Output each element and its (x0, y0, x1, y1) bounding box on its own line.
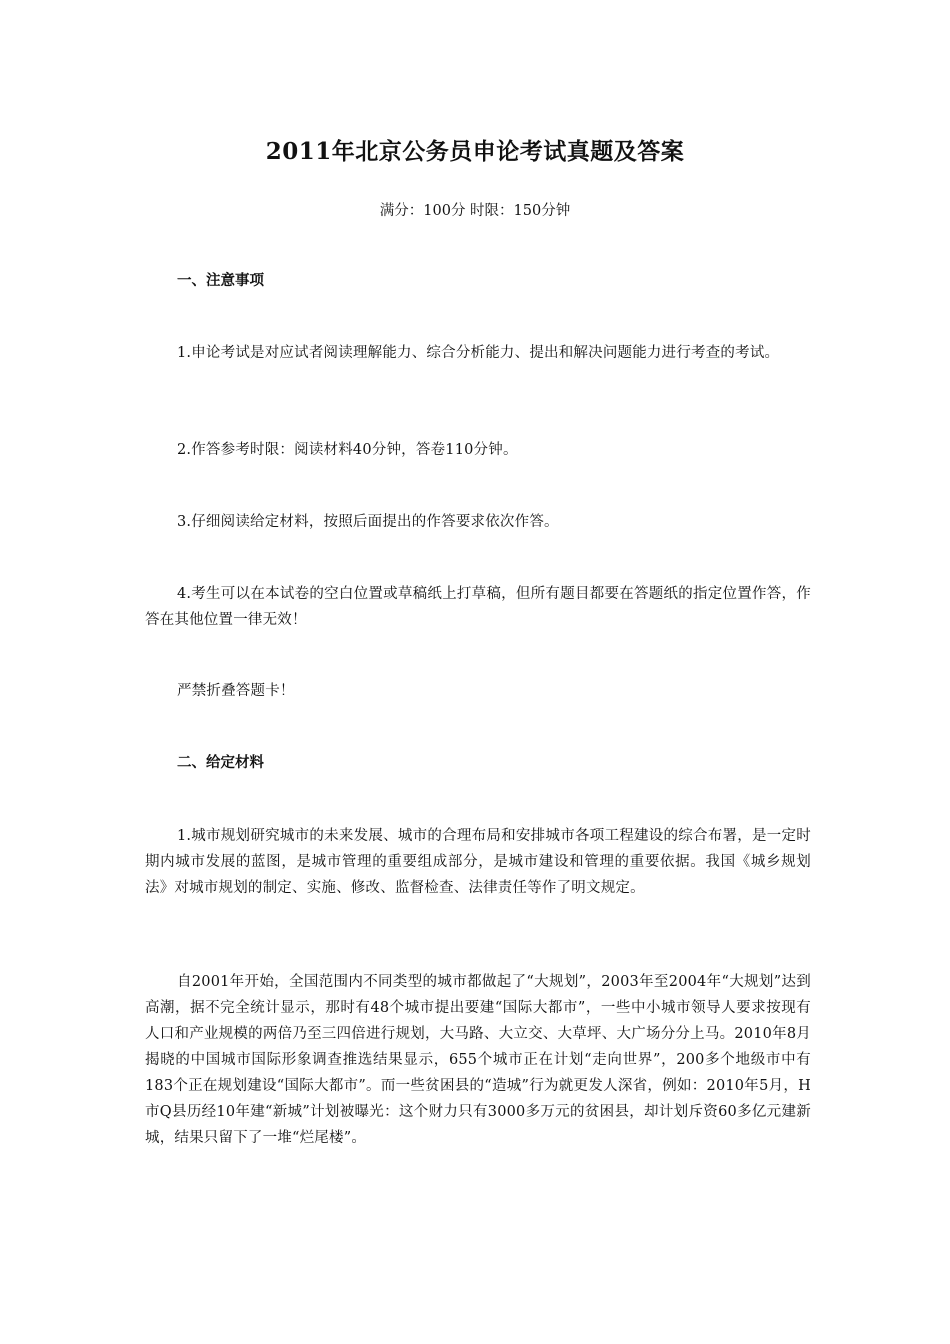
note-item-1: 1.申论考试是对应试者阅读理解能力、综合分析能力、提出和解决问题能力进行考查的考试。 (177, 345, 780, 361)
material-paragraph-1: 1.城市规划研究城市的未来发展、城市的合理布局和安排城市各项工程建设的综合布署，是一定时期内城市发展的蓝图，是城市管理的重要组成部分，是城市建设和管理的重要依据。我国《城乡规划法》对城市规划的制定、实施、修改、监督检查、法律责任等作了明文规定。 (145, 828, 811, 896)
note-item-2: 2.作答参考时限：阅读材料40分钟，答卷110分钟。 (177, 442, 518, 458)
section-heading-notes: 一、注意事项 (177, 272, 264, 289)
note-warning: 严禁折叠答题卡！ (177, 683, 295, 699)
material-paragraph-2: 自2001年开始，全国范围内不同类型的城市都做起了“大规划”，2003年至2004年“大规划”达到高潮，据不完全统计显示，那时有48个城市提出要建“国际大都市”，一些中小城市领导人要求按现有人口和产业规模的两倍乃至三四倍进行规划，大马路、大立交、大草坪、大广场分分上马。2010年8月揭晓的中国城市国际形象调查推选结果显示，655个城市正在计划“走向世界”，200多个地级市中有183个正在规划建设“国际大都市”。而一些贫困县的“造城”行为就更发人深省，例如：2010年5月，H市Q县历经10年建“新城”计划被曝光：这个财力只有3000多万元的贫困县，却计划斥资60多亿元建新城，结果只留下了一堆“烂尾楼”。 (145, 974, 811, 1146)
exam-meta: 满分：100分 时限：150分钟 (379, 203, 571, 219)
section-heading-materials: 二、给定材料 (177, 754, 264, 771)
document-title: 2011年北京公务员申论考试真题及答案 (265, 138, 685, 165)
note-item-3: 3.仔细阅读给定材料，按照后面提出的作答要求依次作答。 (177, 514, 559, 530)
note-item-4: 4.考生可以在本试卷的空白位置或草稿纸上打草稿，但所有题目都要在答题纸的指定位置作答，作答在其他位置一律无效！ (145, 586, 811, 628)
